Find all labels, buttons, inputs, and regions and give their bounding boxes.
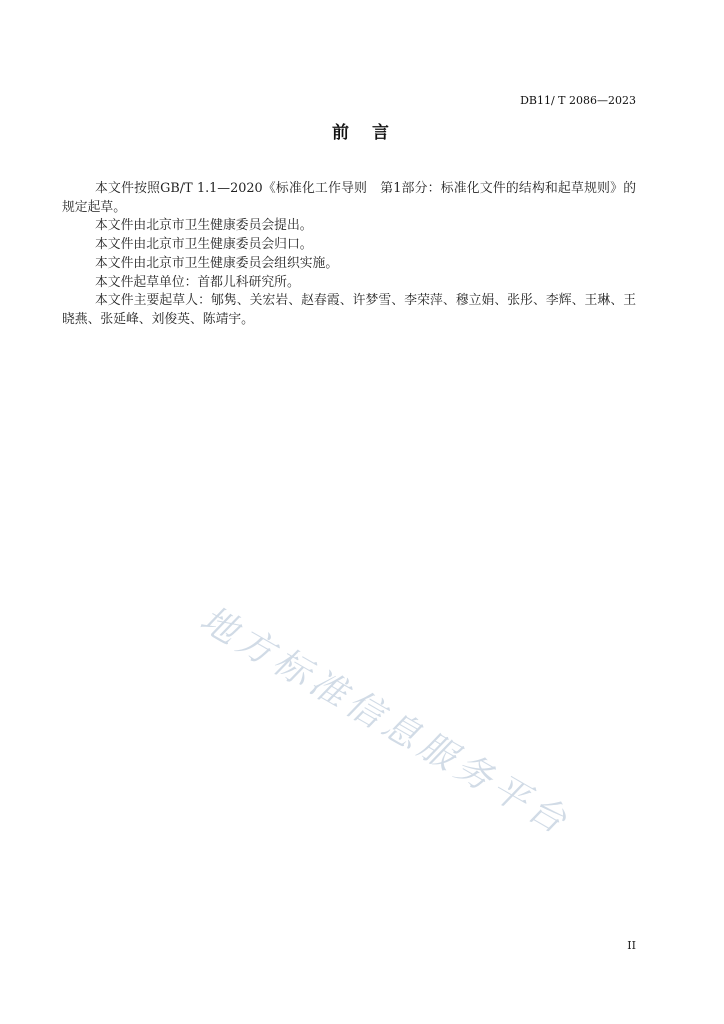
paragraph-drafting-unit: 本文件起草单位：首都儿科研究所。	[95, 274, 300, 290]
paragraph-centralized-by: 本文件由北京市卫生健康委员会归口。	[95, 237, 313, 253]
page-number: II	[627, 939, 636, 952]
paragraph-drafters: 本文件主要起草人：郇隽、关宏岩、赵春霞、许梦雪、李荣萍、穆立娟、张彤、李辉、王琳、王晓燕、张延峰、刘俊英、陈靖宇。	[62, 293, 636, 327]
foreword-body	[62, 180, 636, 330]
watermark: 地方标准信息服务平台	[193, 598, 578, 845]
paragraph-implemented-by: 本文件由北京市卫生健康委员会组织实施。	[95, 255, 339, 271]
standard-number: DB11/ T 2086—2023	[520, 94, 636, 107]
paragraph-proposed-by: 本文件由北京市卫生健康委员会提出。	[95, 218, 313, 234]
paragraph-drafting-rules: 本文件按照GB/T 1.1—2020《标准化工作导则 第1部分：标准化文件的结构和起草规则》的规定起草。	[62, 181, 636, 215]
page-title: 前 言	[332, 123, 392, 143]
